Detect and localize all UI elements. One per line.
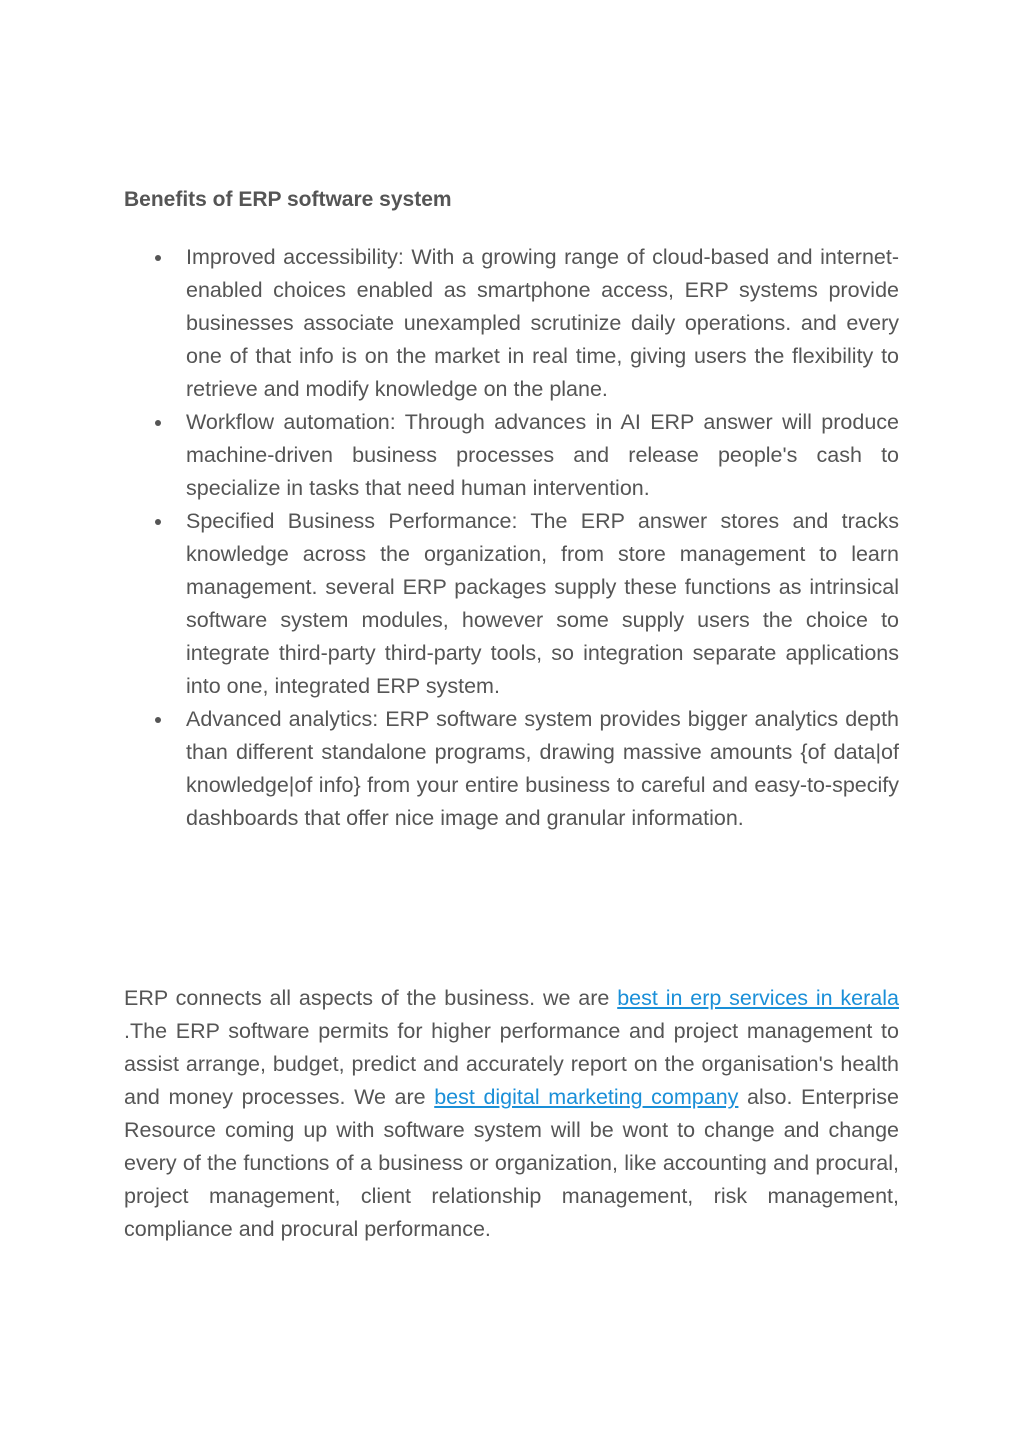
digital-marketing-link[interactable]: best digital marketing company (434, 1085, 739, 1109)
bullet-icon (155, 420, 161, 426)
bullet-icon (155, 255, 161, 261)
paragraph-text-3: also. Enterprise Resource coming up with software system will be wont to change and change every of the functions of a business or organization, like accounting and procural, project management, client relationship management, risk management, compliance and procural performance. (124, 1085, 899, 1241)
section-heading: Benefits of ERP software system (124, 188, 452, 211)
list-item (124, 505, 899, 703)
body-paragraph (124, 982, 899, 1246)
paragraph-text-2: .The ERP software permits for higher performance and project management to assist arrange, budget, predict and accurately report on the organisation's health and money processes. We are (124, 1019, 899, 1109)
list-item (124, 241, 899, 406)
list-item-text: Workflow automation: Through advances in AI ERP answer will produce machine-driven business processes and release people's cash to specialize in tasks that need human intervention. (186, 410, 899, 500)
benefits-list (124, 241, 899, 835)
paragraph-text-1: ERP connects all aspects of the business. we are (124, 986, 618, 1010)
list-item-text: Improved accessibility: With a growing range of cloud-based and internet-enabled choices enabled as smartphone access, ERP systems provide businesses associate unexampled scrutinize daily operations. and every one of that info is on the market in real time, giving users the flexibility to retrieve and modify knowledge on the plane. (186, 245, 899, 401)
erp-services-link[interactable]: best in erp services in kerala (617, 986, 899, 1010)
bullet-icon (155, 519, 161, 525)
bullet-icon (155, 717, 161, 723)
list-item-text: Specified Business Performance: The ERP answer stores and tracks knowledge across the organization, from store management to learn management. several ERP packages supply these functions as intrinsical software system modules, however some supply users the choice to integrate third-party third-party tools, so integration separate applications into one, integrated ERP system. (186, 509, 899, 698)
list-item (124, 703, 899, 835)
list-item (124, 406, 899, 505)
list-item-text: Advanced analytics: ERP software system provides bigger analytics depth than different standalone programs, drawing massive amounts {of data|of knowledge|of info} from your entire business to careful and easy-to-specify dashboards that offer nice image and granular information. (186, 707, 899, 830)
